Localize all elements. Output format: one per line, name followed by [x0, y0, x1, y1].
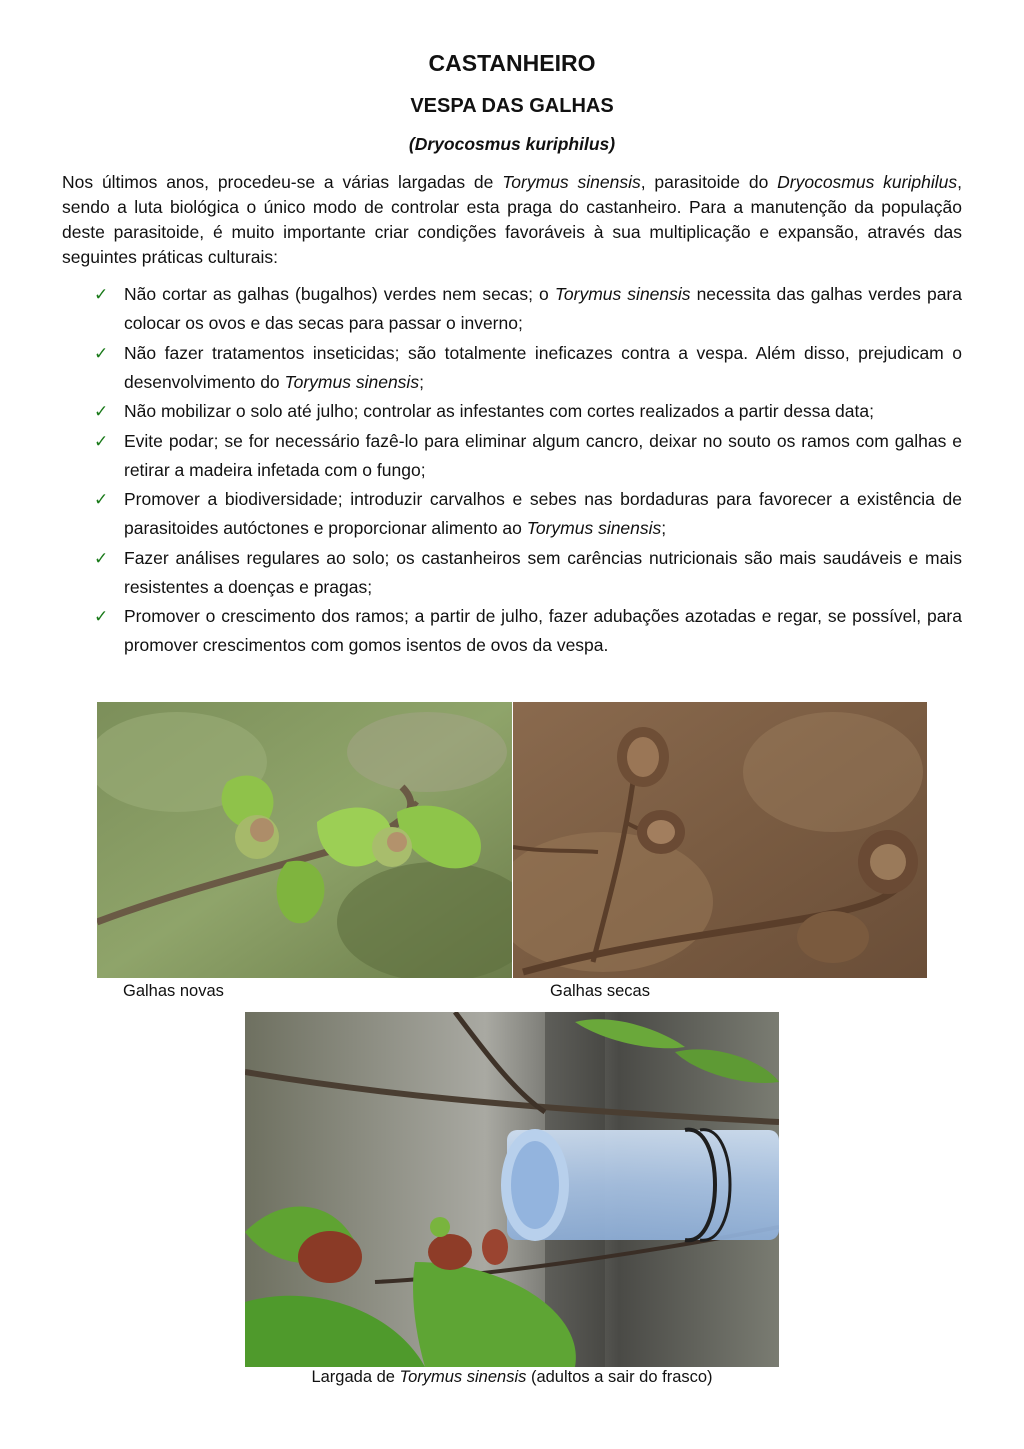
- check-icon: ✓: [94, 490, 109, 509]
- list-item: [62, 339, 962, 397]
- list-item: [62, 485, 962, 543]
- intro-text: , parasitoide do: [640, 172, 778, 192]
- item-text: necessita das galhas verdes para colocar os ovos e das secas para passar o inverno;: [124, 284, 962, 333]
- caption-species: Torymus sinensis: [399, 1368, 527, 1386]
- photo-dry-galls: [513, 702, 927, 978]
- check-icon: ✓: [94, 548, 109, 568]
- photo-green-galls: [97, 702, 512, 978]
- item-text: Não cortar as galhas (bugalhos) verdes nem secas; o: [124, 284, 555, 304]
- list-item: [62, 544, 962, 602]
- scientific-name: (Dryocosmus kuriphilus): [408, 134, 616, 154]
- intro-text: , sendo a luta biológica o único modo de controlar esta praga do castanheiro. Para a manutenção da população deste parasitoide, é muito importante criar condições favoráveis à sua multiplicação e expansão, através das seguintes práticas culturais:: [62, 172, 962, 267]
- item-species: Torymus sinensis: [554, 284, 691, 304]
- caption-torymus-release: [0, 1368, 1024, 1387]
- check-icon: ✓: [94, 285, 109, 304]
- list-item: [62, 427, 962, 485]
- caption-green-galls: Galhas novas: [123, 982, 224, 1000]
- page-title: CASTANHEIRO: [428, 50, 596, 76]
- item-text: Não mobilizar o solo até julho; controlar as infestantes com cortes realizados a partir dessa data;: [124, 401, 874, 421]
- caption-text: Largada de: [311, 1368, 400, 1386]
- intro-species: Dryocosmus kuriphilus: [777, 172, 958, 192]
- list-item: [62, 280, 962, 338]
- item-text: ;: [419, 371, 424, 392]
- caption-text: (adultos a sair do frasco): [526, 1368, 713, 1386]
- check-icon: ✓: [94, 607, 109, 626]
- item-species: Torymus sinensis: [526, 518, 662, 538]
- check-icon: ✓: [94, 402, 109, 421]
- list-item: [62, 602, 962, 660]
- practices-list: [62, 280, 962, 661]
- item-species: Torymus sinensis: [284, 371, 420, 392]
- check-icon: ✓: [94, 431, 109, 451]
- page-subtitle: VESPA DAS GALHAS: [410, 95, 614, 117]
- caption-dry-galls: Galhas secas: [550, 982, 650, 1000]
- item-text: Promover o crescimento dos ramos; a partir de julho, fazer adubações azotadas e regar, se possível, para promover crescimentos com gomos isentos de ovos da vespa.: [124, 606, 962, 655]
- item-text: Não fazer tratamentos inseticidas; são totalmente ineficazes contra a vespa. Além disso, prejudicam o desenvolvimento do: [124, 342, 962, 392]
- item-text: Promover a biodiversidade; introduzir carvalhos e sebes nas bordaduras para favorecer a existência de parasitoides autóctones e proporcionar alimento ao: [124, 489, 962, 538]
- photo-torymus-release: [245, 1012, 779, 1367]
- intro-paragraph: [62, 170, 962, 270]
- intro-species: Torymus sinensis: [502, 172, 641, 192]
- item-text: ;: [661, 518, 667, 538]
- list-item: [62, 397, 962, 426]
- intro-text: Nos últimos anos, procedeu-se a várias largadas de: [62, 172, 503, 192]
- item-text: Fazer análises regulares ao solo; os castanheiros sem carências nutricionais são mais saudáveis e mais resistentes a doenças e pragas;: [124, 547, 962, 597]
- check-icon: ✓: [94, 343, 109, 363]
- item-text: Evite podar; se for necessário fazê-lo para eliminar algum cancro, deixar no souto os ramos com galhas e retirar a madeira infetada com o fungo;: [124, 430, 962, 480]
